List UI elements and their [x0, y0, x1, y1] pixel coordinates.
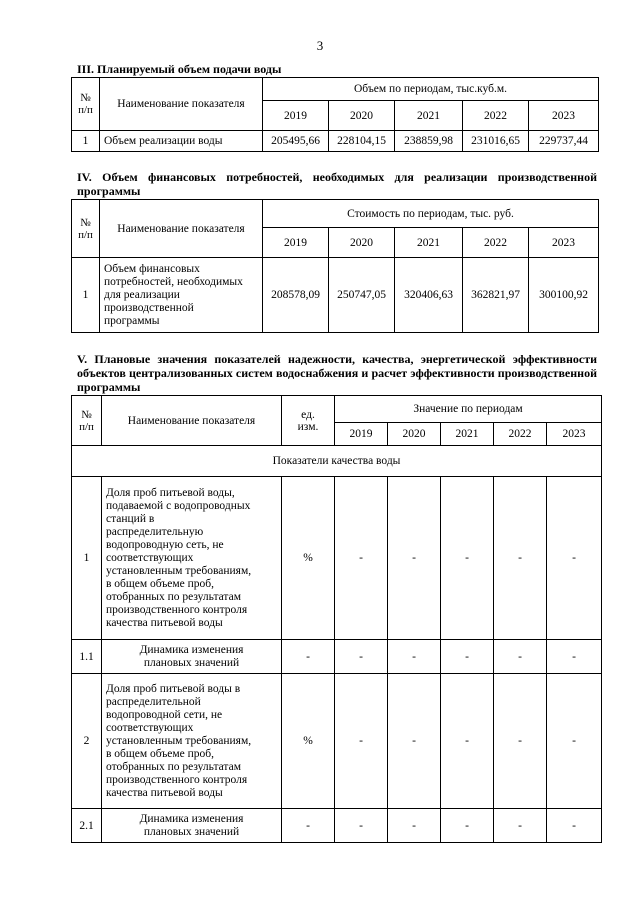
value-cell: -: [388, 674, 441, 809]
year-header: 2020: [388, 423, 441, 446]
year-header: 2021: [441, 423, 494, 446]
year-header: 2023: [547, 423, 602, 446]
year-header: 2022: [494, 423, 547, 446]
value-cell: 228104,15: [329, 131, 395, 152]
year-header: 2019: [335, 423, 388, 446]
section-5-table: [71, 395, 602, 843]
value-cell: 231016,65: [463, 131, 529, 152]
value-cell: -: [335, 674, 388, 809]
value-cell: 320406,63: [395, 258, 463, 333]
header-num: № п/п: [72, 78, 100, 131]
value-cell: 208578,09: [263, 258, 329, 333]
value-cell: -: [335, 809, 388, 843]
table-row: [72, 809, 602, 843]
section-4-title: IV. Объем финансовых потребностей, необходимых для реализации производственной программы: [77, 170, 597, 198]
value-cell: 238859,98: [395, 131, 463, 152]
year-header: 2023: [529, 228, 599, 258]
section-3-table: [71, 77, 599, 152]
value-cell: -: [547, 640, 602, 674]
table-row: [72, 131, 599, 152]
value-cell: 205495,66: [263, 131, 329, 152]
unit-cell: %: [282, 674, 335, 809]
value-cell: 250747,05: [329, 258, 395, 333]
value-cell: 362821,97: [463, 258, 529, 333]
header-period: Объем по периодам, тыс.куб.м.: [263, 78, 599, 101]
group-title: Показатели качества воды: [72, 446, 602, 477]
row-num: 1: [72, 131, 100, 152]
year-header: 2021: [395, 228, 463, 258]
table-row: [72, 674, 602, 809]
row-name: Динамика изменения плановых значений: [102, 809, 282, 843]
value-cell: -: [441, 477, 494, 640]
value-cell: -: [441, 674, 494, 809]
table-row: [72, 258, 599, 333]
row-name: Объем финансовых потребностей, необходимых для реализации производственной программы: [100, 258, 263, 333]
value-cell: -: [388, 640, 441, 674]
page-number: 3: [316, 38, 324, 53]
row-name: Доля проб питьевой воды в распределительной водопроводной сети, не соответствующих установленным требованиям, в общем объеме проб, отобранных по результатам производственного контроля качества питьевой воды: [102, 674, 282, 809]
value-cell: -: [494, 640, 547, 674]
year-header: 2019: [263, 101, 329, 131]
value-cell: -: [494, 809, 547, 843]
year-header: 2020: [329, 228, 395, 258]
value-cell: 229737,44: [529, 131, 599, 152]
header-num: № п/п: [72, 396, 102, 446]
header-period: Стоимость по периодам, тыс. руб.: [263, 200, 599, 228]
value-cell: -: [494, 477, 547, 640]
value-cell: 300100,92: [529, 258, 599, 333]
year-header: 2020: [329, 101, 395, 131]
value-cell: -: [494, 674, 547, 809]
row-num: 2.1: [72, 809, 102, 843]
row-num: 2: [72, 674, 102, 809]
value-cell: -: [335, 477, 388, 640]
row-num: 1: [72, 258, 100, 333]
value-cell: -: [547, 674, 602, 809]
header-name: Наименование показателя: [100, 200, 263, 258]
value-cell: -: [388, 477, 441, 640]
unit-cell: -: [282, 809, 335, 843]
header-period: Значение по периодам: [335, 396, 602, 423]
section-3-title: III. Планируемый объем подачи воды: [77, 62, 282, 76]
header-num: № п/п: [72, 200, 100, 258]
table-row: [72, 640, 602, 674]
year-header: 2021: [395, 101, 463, 131]
value-cell: -: [441, 640, 494, 674]
table-row: [72, 477, 602, 640]
header-unit: ед. изм.: [282, 396, 335, 446]
row-num: 1: [72, 477, 102, 640]
year-header: 2019: [263, 228, 329, 258]
header-name: Наименование показателя: [102, 396, 282, 446]
unit-cell: -: [282, 640, 335, 674]
section-5-title: V. Плановые значения показателей надежности, качества, энергетической эффективности объектов централизованных систем водоснабжения и расчет эффективности производственной программы: [77, 352, 597, 394]
value-cell: -: [547, 477, 602, 640]
row-num: 1.1: [72, 640, 102, 674]
value-cell: -: [441, 809, 494, 843]
year-header: 2023: [529, 101, 599, 131]
row-name: Динамика изменения плановых значений: [102, 640, 282, 674]
value-cell: -: [335, 640, 388, 674]
row-name: Объем реализации воды: [100, 131, 263, 152]
unit-cell: %: [282, 477, 335, 640]
section-4-table: [71, 199, 599, 333]
year-header: 2022: [463, 101, 529, 131]
row-name: Доля проб питьевой воды, подаваемой с водопроводных станций в распределительную водопроводную сеть, не соответствующих установленным требованиям, в общем объеме проб, отобранных по результатам производственного контроля качества питьевой воды: [102, 477, 282, 640]
value-cell: -: [547, 809, 602, 843]
value-cell: -: [388, 809, 441, 843]
year-header: 2022: [463, 228, 529, 258]
header-name: Наименование показателя: [100, 78, 263, 131]
